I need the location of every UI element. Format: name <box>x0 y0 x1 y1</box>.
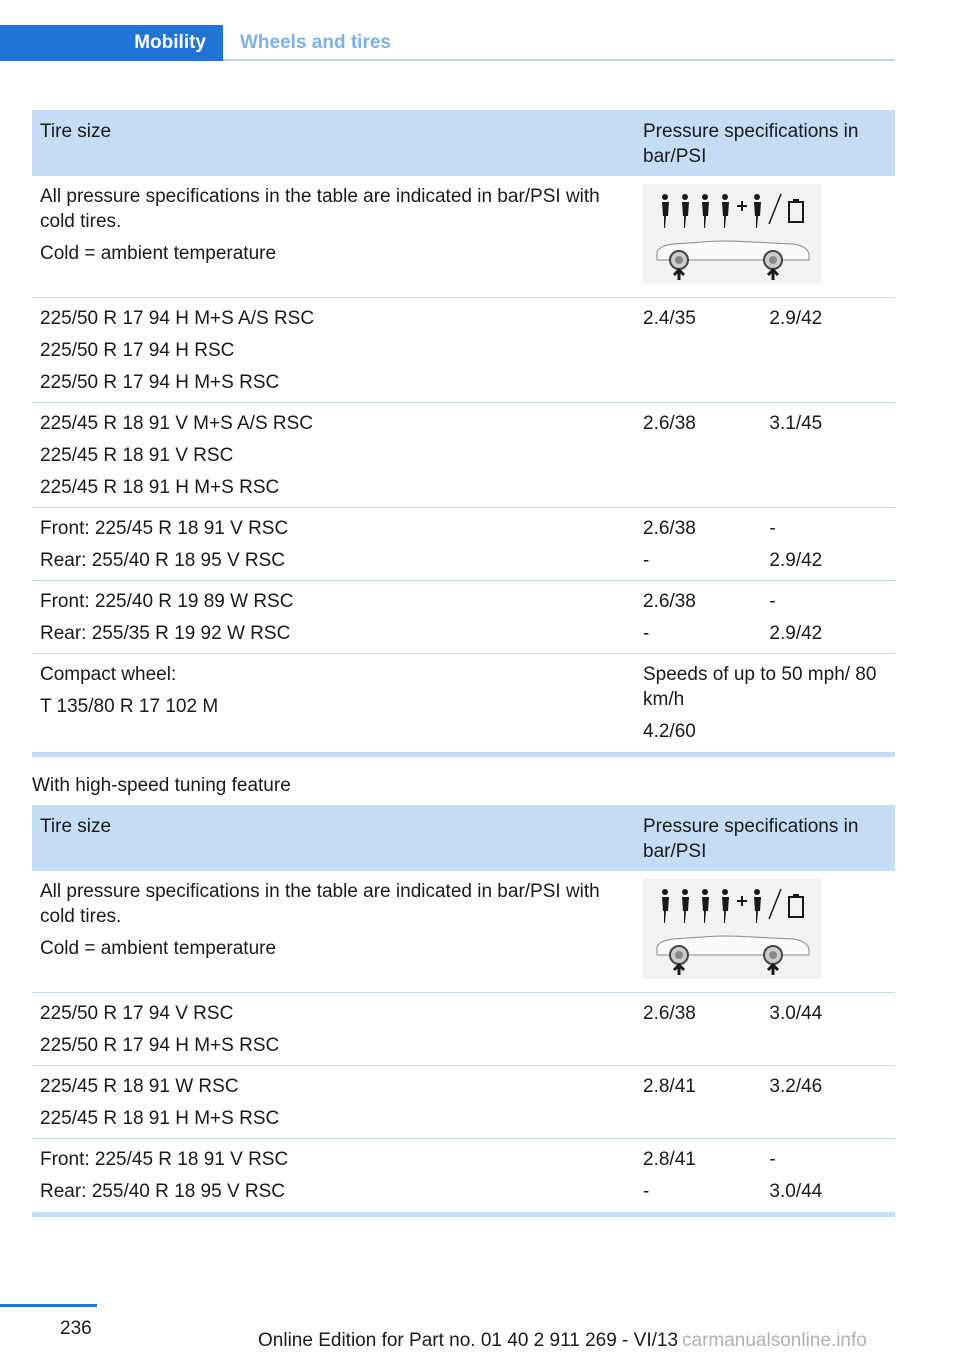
tire-size: Rear: 255/40 R 18 95 V RSC <box>40 1180 286 1202</box>
tire-size: 225/45 R 18 91 H M+S RSC <box>40 1107 280 1129</box>
note-cold: Cold = ambient temperature <box>40 243 277 264</box>
tire-pressure-table-high-speed <box>32 805 895 1217</box>
page-number: 236 <box>60 1318 92 1339</box>
pressure-value: 2.6/38 <box>643 517 696 539</box>
tire-size: Front: 225/40 R 19 89 W RSC <box>40 590 294 612</box>
passengers-car-icon <box>643 184 821 284</box>
pressure-value: 2.8/41 <box>643 1075 696 1097</box>
pressure-value: 4.2/60 <box>643 720 696 742</box>
pressure-value: 2.9/42 <box>769 622 823 644</box>
table-row <box>32 1138 895 1214</box>
pressure-value: - <box>643 622 650 644</box>
tire-size: 225/50 R 17 94 V RSC <box>40 1002 234 1024</box>
pressure-value: - <box>643 1180 650 1202</box>
pressure-value: - <box>643 549 650 571</box>
tire-size: T 135/80 R 17 102 M <box>40 695 219 717</box>
table-row <box>32 297 895 402</box>
note-cell <box>32 871 635 961</box>
passengers-car-icon <box>643 879 821 979</box>
pressure-value: 2.8/41 <box>643 1148 696 1170</box>
header-rule <box>223 59 895 61</box>
pressure-value: 2.6/38 <box>643 590 696 612</box>
table-row <box>32 1065 895 1138</box>
pressure-value: 2.6/38 <box>643 1002 696 1024</box>
section-tab-mobility[interactable]: Mobility <box>0 25 223 61</box>
tire-size: Compact wheel: <box>40 663 177 685</box>
pressure-value: 2.9/42 <box>769 307 823 329</box>
tire-size: 225/45 R 18 91 W RSC <box>40 1075 239 1097</box>
note-cold: Cold = ambient temperature <box>40 938 277 959</box>
table-row <box>32 580 895 653</box>
passenger-icons <box>661 194 803 228</box>
note-cell <box>32 176 635 266</box>
section-tab-wheels-and-tires[interactable]: Wheels and tires <box>240 32 391 53</box>
load-condition-icon <box>643 184 821 284</box>
tire-size: 225/45 R 18 91 V RSC <box>40 444 234 466</box>
tire-size: 225/45 R 18 91 H M+S RSC <box>40 476 280 498</box>
pressure-value: 2.9/42 <box>769 549 823 571</box>
tire-size: 225/50 R 17 94 H RSC <box>40 339 235 361</box>
car-side-icon <box>657 936 809 975</box>
tire-size: 225/50 R 17 94 H M+S RSC <box>40 1034 280 1056</box>
tire-size: Front: 225/45 R 18 91 V RSC <box>40 517 289 539</box>
page-header <box>0 25 895 62</box>
tire-size: Rear: 255/35 R 19 92 W RSC <box>40 622 291 644</box>
pressure-value: - <box>769 1148 776 1170</box>
load-condition-icon <box>643 879 821 979</box>
passenger-icons <box>661 889 803 923</box>
speed-limit-note: Speeds of up to 50 mph/ 80 km/h <box>643 663 877 710</box>
pressure-value: 3.0/44 <box>769 1180 823 1202</box>
tire-size: Rear: 255/40 R 18 95 V RSC <box>40 549 286 571</box>
tire-size: 225/50 R 17 94 H M+S A/S RSC <box>40 307 315 329</box>
table-row <box>32 992 895 1065</box>
pressure-value: 3.2/46 <box>769 1075 823 1097</box>
watermark: carmanualsonline.info <box>682 1330 867 1351</box>
note-text: All pressure specifications in the table are indicated in bar/PSI with cold tires. <box>40 186 600 232</box>
pressure-value: 2.4/35 <box>643 307 696 329</box>
col-header-tire-size: Tire size <box>40 816 112 837</box>
pressure-value: 2.6/38 <box>643 412 696 434</box>
section-subtitle: With high-speed tuning feature <box>32 775 291 796</box>
pressure-value: 3.1/45 <box>769 412 823 434</box>
note-text: All pressure specifications in the table are indicated in bar/PSI with cold tires. <box>40 881 600 927</box>
pressure-value: 3.0/44 <box>769 1002 823 1024</box>
col-header-tire-size: Tire size <box>40 121 112 142</box>
pressure-value: - <box>769 590 776 612</box>
tire-pressure-table <box>32 110 895 757</box>
tire-size: Front: 225/45 R 18 91 V RSC <box>40 1148 289 1170</box>
col-header-pressure: Pressure specifications in bar/PSI <box>643 121 859 167</box>
table-row-compact-wheel <box>32 653 895 754</box>
col-header-pressure: Pressure specifications in bar/PSI <box>643 816 859 862</box>
pressure-value: - <box>769 517 776 539</box>
edition-text: Online Edition for Part no. 01 40 2 911 269 - VI/13 <box>258 1330 679 1351</box>
footer-accent-line <box>0 1304 97 1307</box>
car-side-icon <box>657 241 809 280</box>
tire-size: 225/45 R 18 91 V M+S A/S RSC <box>40 412 314 434</box>
table-row <box>32 507 895 580</box>
table-row <box>32 402 895 507</box>
tire-size: 225/50 R 17 94 H M+S RSC <box>40 371 280 393</box>
